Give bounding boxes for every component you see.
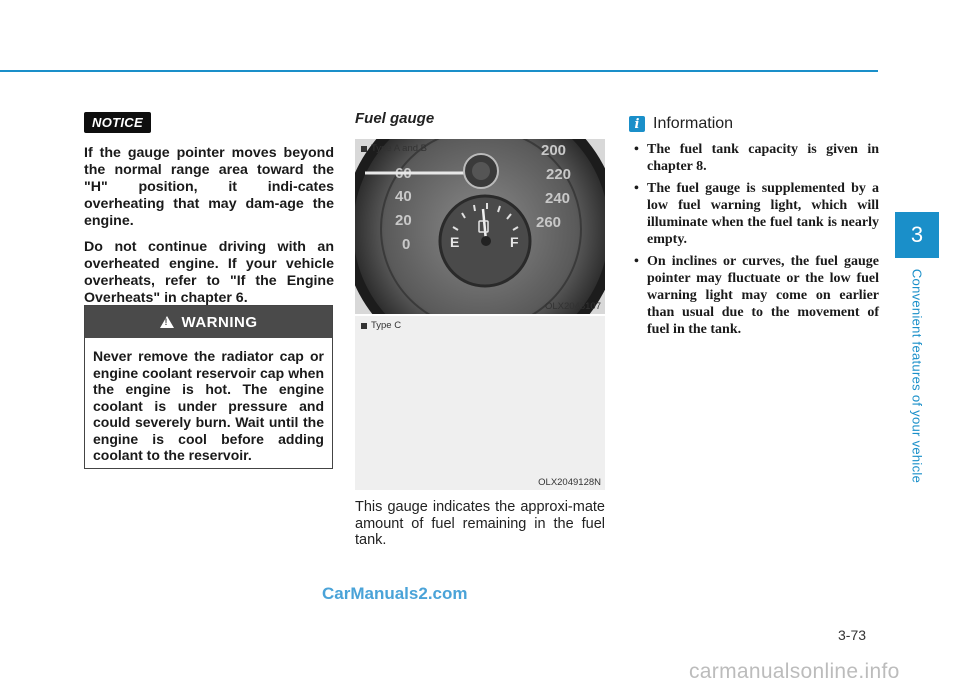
- image-label: [361, 143, 427, 154]
- warning-text: Never remove the radiator cap or engine coolant reservoir cap when the engine is hot. The engine coolant is under pressure and could severely burn. Wait until the engine is cool before adding coolant to the reservoir.: [93, 348, 324, 463]
- watermark-bottom[interactable]: carmanualsonline.info: [689, 660, 900, 683]
- bullet: •: [634, 181, 639, 196]
- information-title: Information: [653, 115, 734, 132]
- bullet: •: [634, 142, 639, 157]
- section-title: Fuel gauge: [355, 110, 435, 127]
- fuel-empty-label: E: [450, 234, 460, 250]
- gauge-image-type-c: [355, 316, 605, 490]
- page-number: 3-73: [838, 627, 867, 643]
- speedo-tick-label: 260: [536, 214, 562, 231]
- speedo-tick-label: 200: [541, 142, 567, 159]
- list-item: [629, 180, 879, 248]
- speedo-tick-label: 220: [546, 166, 572, 183]
- square-bullet-icon: [361, 146, 367, 152]
- information-list: [629, 141, 879, 338]
- notice-paragraph-2: Do not continue driving with an overheated engine. If your vehicle overheats, refer to "If the Engine Overheats" in chapter 6.: [84, 239, 334, 306]
- list-item: [629, 253, 879, 338]
- information-header: [629, 115, 879, 133]
- chapter-side-label: [905, 262, 929, 490]
- fuel-full-label: F: [510, 234, 519, 250]
- info-icon: i: [629, 116, 645, 132]
- image-label-text: Type A and B: [371, 143, 427, 154]
- notice-paragraph-1: If the gauge pointer moves beyond the normal range area toward the "H" position, it indi-cates overheating that may dam-age the engine.: [84, 145, 334, 229]
- gauge-image-type-a-b: [355, 139, 605, 314]
- square-bullet-icon: [361, 323, 367, 329]
- list-item-text: The fuel tank capacity is given in chapter 8.: [647, 142, 879, 174]
- bullet: •: [634, 254, 639, 269]
- right-column: [629, 115, 879, 343]
- list-item: [629, 141, 879, 175]
- top-rule: [0, 70, 878, 72]
- list-item-text: The fuel gauge is supplemented by a low fuel warning light, which will illuminate when the fuel tank is nearly empty.: [647, 181, 879, 247]
- gauge-illustration: [355, 139, 605, 314]
- watermark-top[interactable]: CarManuals2.com: [322, 584, 468, 603]
- warning-triangle-icon: [160, 316, 174, 328]
- image-code: OLX2048107: [545, 301, 601, 312]
- speedo-tick-label: 40: [395, 188, 412, 205]
- image-label: [361, 320, 401, 331]
- speedo-tick-label: 60: [395, 165, 412, 182]
- warning-box: [84, 305, 333, 469]
- speedo-tick-label: 20: [395, 212, 412, 229]
- warning-label: WARNING: [181, 313, 258, 331]
- chapter-tab: 3: [895, 212, 939, 258]
- notice-badge: NOTICE: [84, 112, 151, 133]
- left-column: [84, 112, 334, 307]
- list-item-text: On inclines or curves, the fuel gauge pointer may fluctuate or the low fuel warning light may come on earlier than usual due to the movement of fuel in the tank.: [647, 254, 879, 337]
- speedo-tick-label: 0: [402, 236, 411, 253]
- image-code: OLX2049128N: [538, 477, 601, 488]
- fuel-gauge-description: This gauge indicates the approxi-mate amount of fuel remaining in the fuel tank.: [355, 499, 605, 548]
- image-label-text: Type C: [371, 320, 402, 331]
- speedo-tick-label: 240: [545, 190, 571, 207]
- chapter-side-label-text: Convenient features of your vehicle: [909, 268, 925, 484]
- warning-header: [85, 306, 332, 338]
- middle-column: [355, 110, 605, 127]
